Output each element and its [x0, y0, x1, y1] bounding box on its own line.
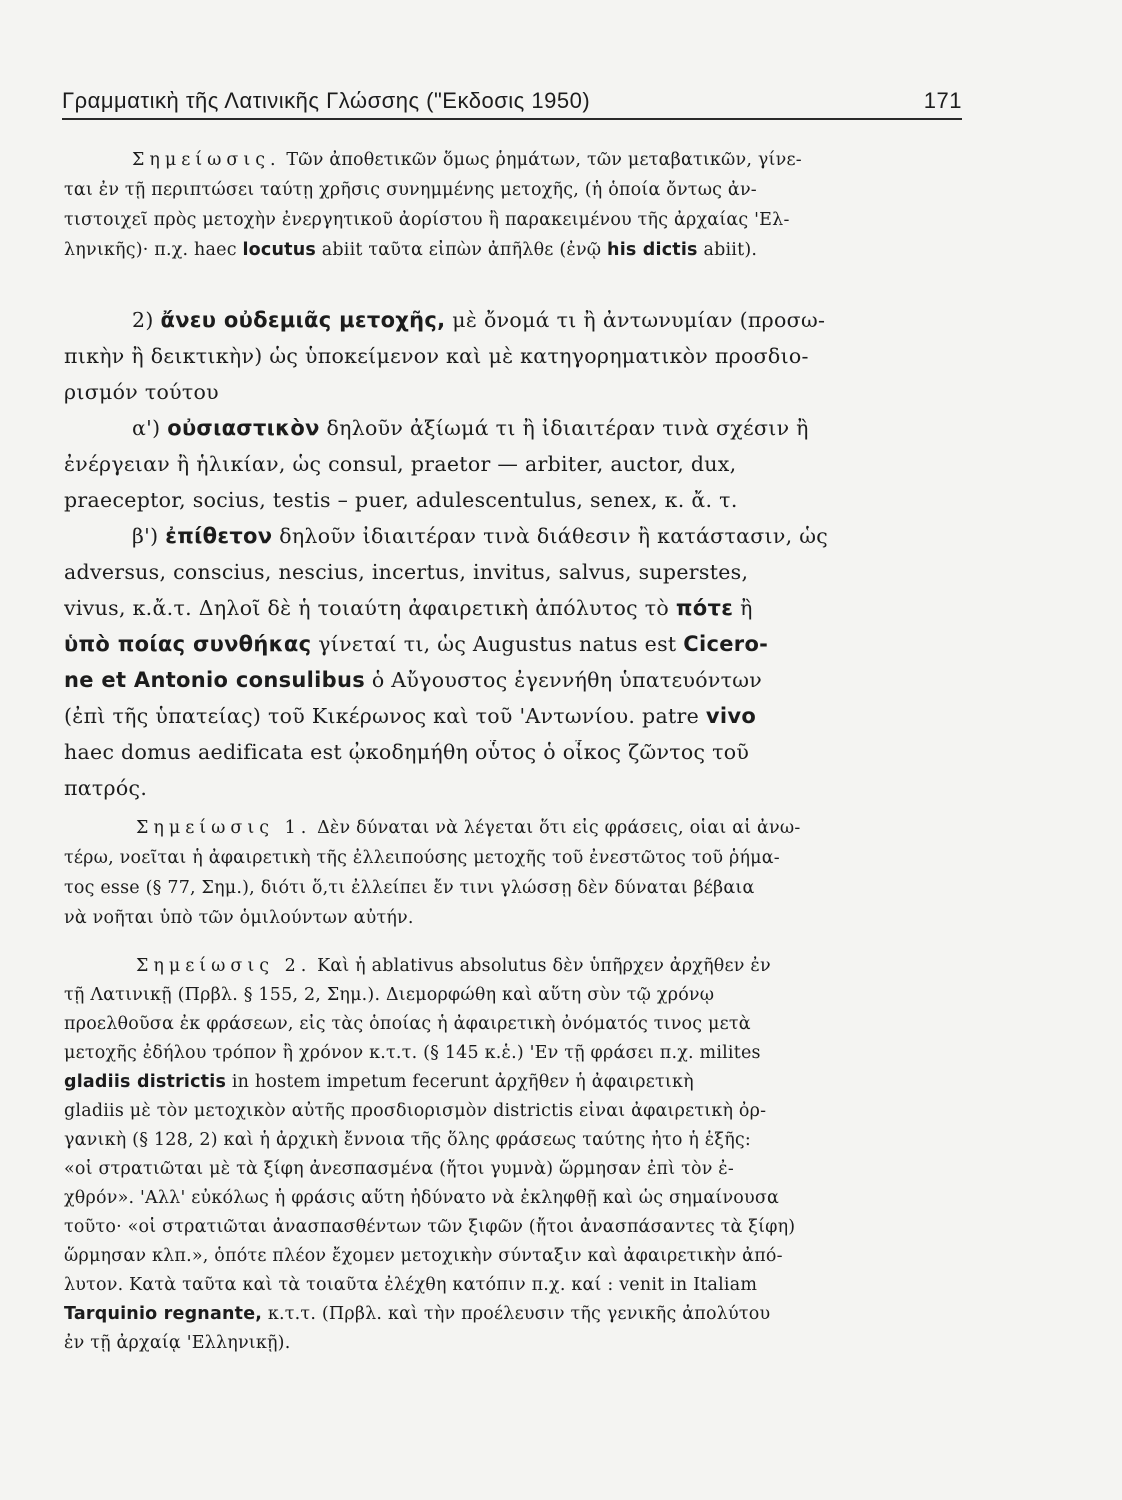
paragraph-line: τῇ Λατινικῇ (Πρβλ. § 155, 2, Σημ.). Διεμορφώθη καὶ αὕτη σὺν τῷ χρόνῳ	[64, 985, 715, 1005]
paragraph-line	[64, 150, 1030, 170]
section-heading: ἄνευ οὐδεμιᾶς μετοχῆς,	[160, 308, 446, 332]
note-label: Σημείωσις 2.	[136, 956, 312, 976]
paragraph-line	[64, 1304, 962, 1324]
paragraph-line: gladiis μὲ τὸν μετοχικὸν αὐτῆς προσδιορισμὸν districtis εἶναι ἀφαιρετικὴ ὀρ-	[64, 1101, 767, 1121]
paragraph-line: λυτον. Κατὰ ταῦτα καὶ τὰ τοιαῦτα ἐλέχθη κατόπιν π.χ. καί : venit in Italiam	[64, 1275, 758, 1295]
text-span: μὲ ὄνομά τι ἢ ἀντωνυμίαν (προσω-	[452, 308, 826, 332]
paragraph-line: ται ἐν τῇ περιπτώσει ταύτῃ χρῆσις συνημμένης μετοχῆς, (ἡ ὁποία ὄντως ἀν-	[64, 180, 757, 200]
paragraph-line: τοῦτο· «οἱ στρατιῶται ἀνασπασθέντων τῶν ξιφῶν (ἤτοι ἀνασπάσαντες τὰ ξίφη)	[64, 1217, 796, 1237]
paragraph-line: νὰ νοῆται ὑπὸ τῶν ὁμιλούντων αὐτήν.	[64, 908, 414, 928]
page-number: 171	[923, 88, 962, 113]
bold-term: Cicero-	[683, 632, 769, 656]
paragraph-line: ρισμόν τούτου	[64, 380, 219, 404]
paragraph-line: πικὴν ἢ δεικτικὴν) ὡς ὑποκείμενον καὶ μὲ κατηγορηματικὸν προσδιο-	[64, 344, 809, 368]
paragraph-line: τος esse (§ 77, Σημ.), διότι ὅ,τι ἐλλείπει ἔν τινι γλώσσῃ δὲν δύναται βέβαια	[64, 878, 755, 898]
paragraph-line	[64, 668, 962, 692]
paragraph-line	[64, 308, 1030, 332]
item-label: β')	[132, 524, 159, 548]
paragraph-line: adversus, conscius, nescius, incertus, invitus, salvus, superstes,	[64, 560, 749, 584]
paragraph-line: haec domus aedificata est ᾠκοδημήθη οὗτος ὁ οἶκος ζῶντος τοῦ	[64, 740, 750, 764]
paragraph-line	[64, 596, 962, 620]
running-header	[62, 88, 962, 120]
bold-term: vivo	[705, 704, 757, 728]
note-label: Σημείωσις 1.	[136, 818, 312, 838]
paragraph-line: ὥρμησαν κλπ.», ὁπότε πλέον ἔχομεν μετοχικὴν σύνταξιν καὶ ἀφαιρετικὴν ἀπό-	[64, 1246, 783, 1266]
text-span: abiit ταῦτα εἰπὼν ἀπῆλθε (ἐνῷ	[321, 240, 602, 260]
paragraph-line	[64, 416, 1030, 440]
paragraph-line: προελθοῦσα ἐκ φράσεων, εἰς τὰς ὁποίας ἡ ἀφαιρετικὴ ὀνόματός τινος μετὰ	[64, 1014, 751, 1034]
paragraph-line	[64, 632, 962, 656]
header-title: Γραμματικὴ τῆς Λατινικῆς Γλώσσης ("Εκδοσις 1950)	[62, 88, 591, 113]
text-span: Τῶν ἀποθετικῶν ὅμως ῥημάτων, τῶν μεταβατικῶν, γίνε-	[286, 150, 802, 170]
text-span: Δὲν δύναται νὰ λέγεται ὅτι εἰς φράσεις, οἷαι αἱ ἀνω-	[317, 818, 801, 838]
text-span: ὁ Αὔγουστος ἐγεννήθη ὑπατευόντων	[371, 668, 763, 692]
text-span: Καὶ ἡ ablativus absolutus δὲν ὑπῆρχεν ἀρχῆθεν ἐν	[317, 956, 771, 976]
paragraph-line: πατρός.	[64, 776, 148, 800]
paragraph-line: τέρω, νοεῖται ἡ ἀφαιρετικὴ τῆς ἐλλειπούσης μετοχῆς τοῦ ἐνεστῶτος τοῦ ῥήμα-	[64, 848, 780, 868]
bold-term: Tarquinio regnante,	[64, 1304, 263, 1324]
bold-term: gladiis districtis	[64, 1072, 227, 1092]
text-span: vivus, κ.ἄ.τ. Δηλοῖ δὲ ἡ τοιαύτη ἀφαιρετικὴ ἀπόλυτος τὸ	[64, 596, 670, 620]
text-span: abiit).	[703, 240, 758, 260]
text-span: δηλοῦν ἀξίωμά τι ἢ ἰδιαιτέραν τινὰ σχέσιν ἢ	[326, 416, 809, 440]
text-span: κ.τ.τ. (Πρβλ. καὶ τὴν προέλευσιν τῆς γενικῆς ἀπολύτου	[267, 1304, 771, 1324]
bold-term: ne et Antonio consulibus	[64, 668, 366, 692]
bold-term: locutus	[242, 240, 316, 260]
paragraph-line: praeceptor, socius, testis – puer, adulescentulus, senex, κ. ἄ. τ.	[64, 488, 738, 512]
text-span: ληνικῆς)· π.χ. haec	[64, 240, 237, 260]
text-span: (ἐπὶ τῆς ὑπατείας) τοῦ Κικέρωνος καὶ τοῦ 'Αντωνίου. patre	[64, 704, 700, 728]
paragraph-line	[64, 240, 962, 260]
bold-term: ἐπίθετον	[165, 524, 273, 548]
paragraph-line	[64, 1072, 962, 1092]
paragraph-line: τιστοιχεῖ πρὸς μετοχὴν ἐνεργητικοῦ ἀορίστου ἢ παρακειμένου τῆς ἀρχαίας 'Ελ-	[64, 210, 790, 230]
paragraph-line	[64, 818, 1034, 838]
paragraph-line	[64, 704, 962, 728]
paragraph-line	[64, 524, 1030, 548]
paragraph-line: χθρόν». 'Αλλ' εὐκόλως ἡ φράσις αὕτη ἠδύνατο νὰ ἐκληφθῇ καὶ ὡς σημαίνουσα	[64, 1188, 780, 1208]
text-span: γίνεταί τι, ὡς Augustus natus est	[318, 632, 677, 656]
note-label: Σημείωσις.	[132, 150, 281, 170]
paragraph-line: γανικὴ (§ 128, 2) καὶ ἡ ἀρχικὴ ἔννοια τῆς ὅλης φράσεως ταύτης ἦτο ἡ ἑξῆς:	[64, 1130, 751, 1150]
paragraph-line: μετοχῆς ἐδήλου τρόπον ἢ χρόνον κ.τ.τ. (§ 145 κ.ἑ.) 'Εν τῇ φράσει π.χ. milites	[64, 1043, 761, 1063]
paragraph-line	[64, 956, 1034, 976]
bold-term: his dictis	[607, 240, 698, 260]
paragraph-line: «οἱ στρατιῶται μὲ τὰ ξίφη ἀνεσπασμένα (ἤτοι γυμνὰ) ὥρμησαν ἐπὶ τὸν ἐ-	[64, 1159, 735, 1179]
bold-term: οὐσιαστικὸν	[167, 416, 320, 440]
section-number: 2)	[132, 308, 154, 332]
paragraph-line: ἐν τῇ ἀρχαίᾳ 'Ελληνικῇ).	[64, 1333, 291, 1353]
text-span: in hostem impetum fecerunt ἀρχῆθεν ἡ ἀφαιρετικὴ	[231, 1072, 694, 1092]
paragraph-line: ἐνέργειαν ἢ ἡλικίαν, ὡς consul, praetor — arbiter, auctor, dux,	[64, 452, 737, 476]
item-label: α')	[132, 416, 161, 440]
bold-term: ὑπὸ ποίας συνθήκας	[64, 632, 312, 656]
text-span: ἢ	[740, 596, 753, 620]
text-span: δηλοῦν ἰδιαιτέραν τινὰ διάθεσιν ἢ κατάστασιν, ὡς	[279, 524, 829, 548]
bold-term: πότε	[675, 596, 734, 620]
